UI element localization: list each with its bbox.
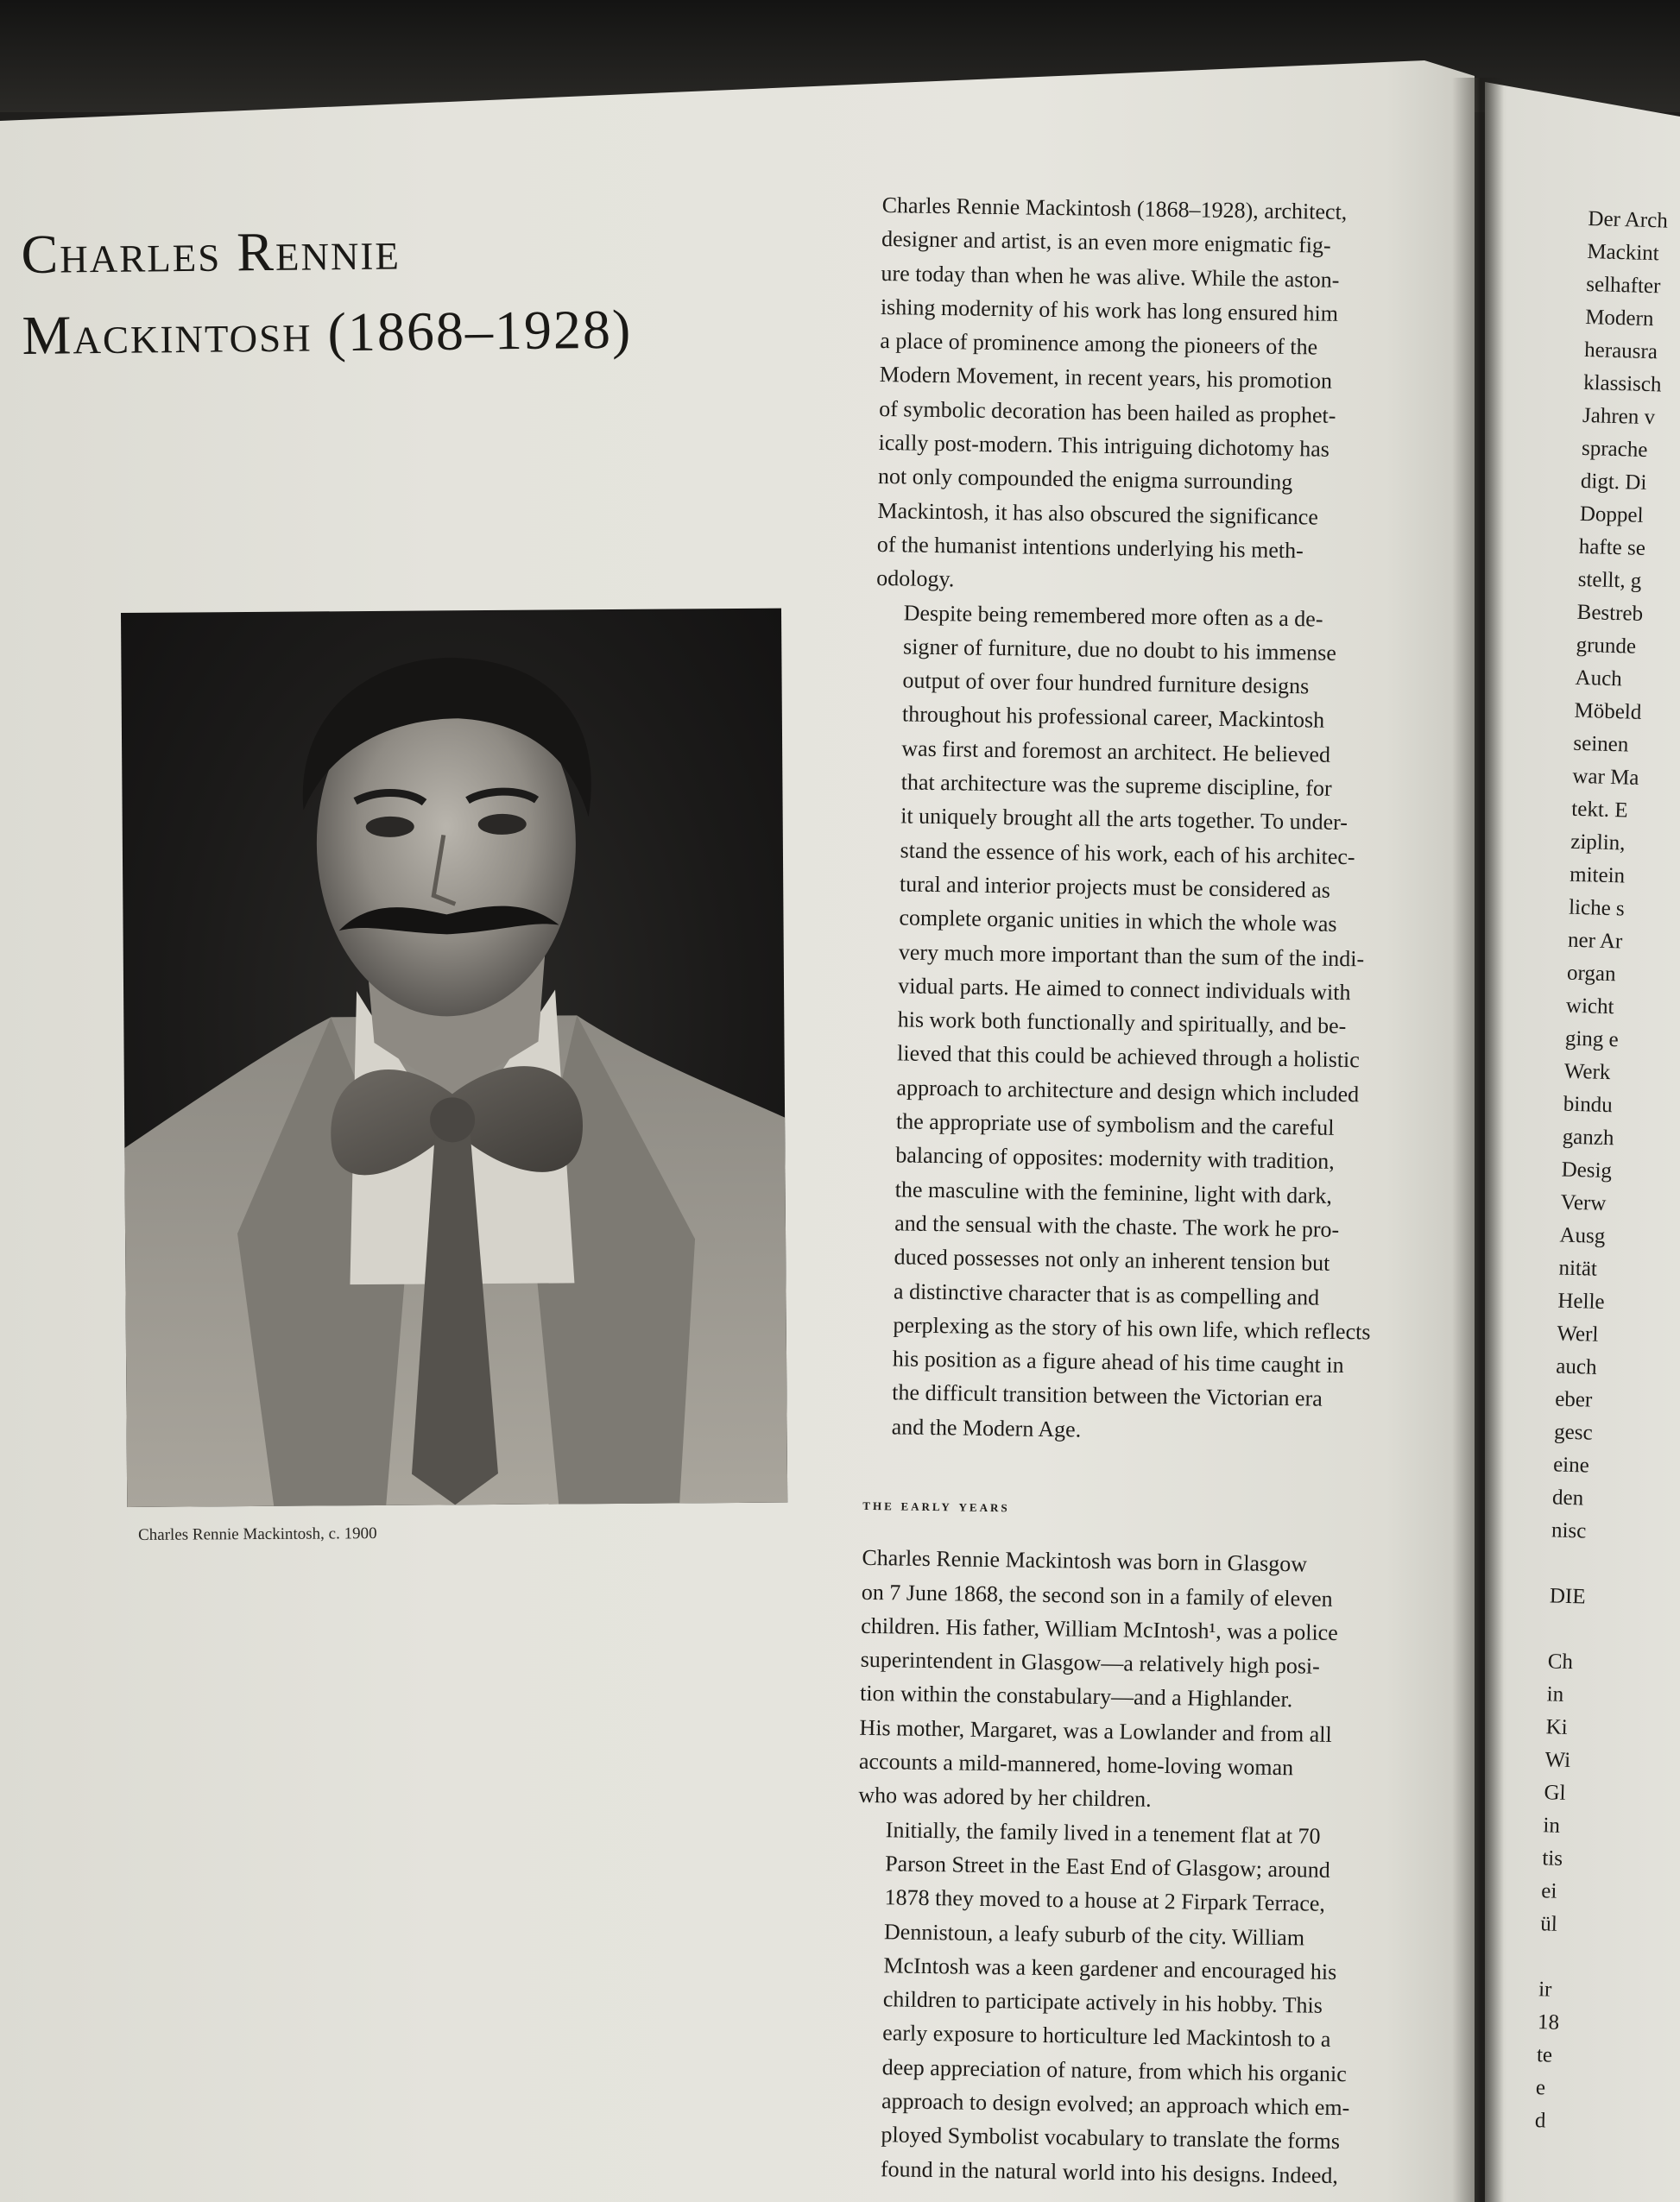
text-line: den xyxy=(1551,1486,1584,1511)
text-line: in xyxy=(1546,1682,1564,1707)
main-text-column xyxy=(853,188,1461,2194)
text-line: the difficult transition between the Victorian era xyxy=(892,1379,1323,1412)
text-line: tural and interior projects must be considered as xyxy=(899,871,1331,903)
text-line: ziplin, xyxy=(1569,830,1626,855)
book-gutter xyxy=(1452,78,1504,2202)
paragraph-architecture xyxy=(863,596,1455,1452)
text-line: liche s xyxy=(1568,895,1626,921)
text-line: Verw xyxy=(1560,1190,1607,1216)
text-line: Ki xyxy=(1545,1715,1569,1740)
text-line: tekt. E xyxy=(1571,797,1629,823)
text-line: approach to design evolved; an approach which em- xyxy=(881,2088,1350,2121)
text-line: tion within the constabulary—and a Highlander. xyxy=(859,1681,1293,1713)
text-line: Initially, the family lived in a tenement flat at 70 xyxy=(885,1816,1321,1849)
text-line: found in the natural world into his designs. Indeed, xyxy=(880,2155,1339,2188)
text-line: who was adored by her children. xyxy=(858,1782,1152,1813)
text-line: Werl xyxy=(1557,1322,1599,1347)
text-line: his work both functionally and spiritually, and be- xyxy=(897,1006,1347,1039)
text-line: Desig xyxy=(1561,1158,1613,1183)
text-line: lieved that this could be achieved through a holistic xyxy=(896,1040,1361,1073)
text-line: nität xyxy=(1558,1256,1598,1281)
paragraph-birth xyxy=(858,1541,1441,1820)
text-line: Der Arch xyxy=(1588,206,1669,233)
text-line: d xyxy=(1534,2109,1546,2133)
text-line: Parson Street in the East End of Glasgow; around xyxy=(884,1851,1330,1883)
text-line: Dennistoun, a leafy suburb of the city. William xyxy=(883,1918,1305,1951)
title-line-2: Mackintosh (1868–1928) xyxy=(22,298,633,366)
text-line: sprache xyxy=(1581,436,1648,463)
text-line: Charles Rennie Mackintosh was born in Glasgow xyxy=(862,1545,1308,1577)
text-line: ishing modernity of his work has long ensured him xyxy=(880,293,1339,326)
text-line: it uniquely brought all the arts together. To under- xyxy=(900,803,1348,836)
text-line: stand the essence of his work, each of his architec- xyxy=(900,837,1355,869)
text-line: odology. xyxy=(876,565,955,592)
text-line: Helle xyxy=(1557,1289,1605,1315)
paragraph-family-home xyxy=(853,1812,1437,2193)
text-line: perplexing as the story of his own life, which reflects xyxy=(893,1312,1371,1345)
text-line: McIntosh was a keen gardener and encouraged his xyxy=(883,1953,1337,1984)
text-line: eber xyxy=(1554,1387,1593,1412)
text-line: ging e xyxy=(1564,1026,1620,1052)
text-line: superintendent in Glasgow—a relatively high posi- xyxy=(860,1646,1321,1679)
text-line: ployed Symbolist vocabulary to translate the forms xyxy=(881,2122,1341,2155)
text-line: output of over four hundred furniture designs xyxy=(902,667,1310,699)
paragraph-intro xyxy=(876,188,1461,603)
text-line: duced possesses not only an inherent tension but xyxy=(894,1244,1330,1277)
text-line: te xyxy=(1536,2043,1553,2067)
text-line: and the sensual with the chaste. The work he pro- xyxy=(894,1210,1340,1242)
text-line: throughout his professional career, Mackintosh xyxy=(901,701,1325,734)
text-line: Ausg xyxy=(1559,1223,1606,1249)
text-line: Werk xyxy=(1563,1059,1611,1085)
text-line: ganzh xyxy=(1562,1125,1614,1151)
text-line: hafte se xyxy=(1578,534,1646,560)
text-line: Charles Rennie Mackintosh (1868–1928), architect, xyxy=(881,192,1348,224)
text-line: a place of prominence among the pioneers of the xyxy=(880,328,1318,360)
text-line xyxy=(1550,1547,1645,1582)
text-line: gesc xyxy=(1553,1420,1594,1445)
text-line: designer and artist, is an even more enigmatic fig- xyxy=(881,226,1331,259)
text-line: children. His father, William McIntosh¹, was a police xyxy=(861,1612,1338,1645)
text-line: the appropriate use of symbolism and the careful xyxy=(895,1108,1335,1140)
text-line: ei xyxy=(1540,1879,1557,1903)
text-line: Ch xyxy=(1547,1650,1574,1675)
text-line: stellt, g xyxy=(1577,567,1642,593)
text-line: digt. Di xyxy=(1580,469,1647,495)
text-line: 1878 they moved to a house at 2 Firpark Terrace, xyxy=(884,1884,1326,1917)
text-line: Bestreb xyxy=(1576,600,1644,626)
text-line xyxy=(1539,1940,1635,1976)
title-line-1: Charles Rennie xyxy=(21,219,401,285)
text-line: herausra xyxy=(1583,338,1658,364)
text-line: Modern Movement, in recent years, his promotion xyxy=(879,362,1333,394)
text-line: DIE xyxy=(1549,1584,1586,1609)
text-line: his position as a figure ahead of his time caught in xyxy=(892,1346,1344,1379)
text-line: auch xyxy=(1555,1354,1597,1379)
text-line: Modern xyxy=(1584,305,1654,331)
text-line: mitein xyxy=(1569,862,1626,888)
text-line: Auch xyxy=(1575,666,1623,691)
text-line: e xyxy=(1535,2076,1546,2100)
text-line: nisc xyxy=(1551,1518,1587,1543)
text-line: in xyxy=(1543,1814,1561,1838)
text-line: early exposure to horticulture led Mackintosh to a xyxy=(882,2020,1331,2053)
portrait-illustration xyxy=(121,609,787,1507)
text-line: complete organic unities in which the whole was xyxy=(899,905,1337,937)
text-line: ül xyxy=(1539,1912,1558,1936)
text-line: selhafter xyxy=(1585,272,1661,299)
text-line: war Ma xyxy=(1572,764,1639,790)
text-line: was first and foremost an architect. He believed xyxy=(901,735,1331,767)
text-line: bindu xyxy=(1563,1092,1614,1118)
text-line: Mackint xyxy=(1587,239,1660,266)
text-line: Wi xyxy=(1544,1748,1571,1773)
text-line: approach to architecture and design which included xyxy=(896,1075,1360,1107)
text-line: Möbeld xyxy=(1574,698,1642,724)
text-line: that architecture was the supreme discipline, for xyxy=(900,769,1332,801)
text-line: not only compounded the enigma surrounding xyxy=(877,464,1293,495)
text-line: 18 xyxy=(1537,2010,1560,2035)
page-title xyxy=(21,205,834,376)
text-line: signer of furniture, due no doubt to his immense xyxy=(902,634,1337,666)
text-line: klassisch xyxy=(1582,370,1662,397)
section-heading-early-years: the early years xyxy=(862,1495,1010,1517)
text-line: grunde xyxy=(1576,633,1637,659)
text-line: and the Modern Age. xyxy=(891,1414,1082,1442)
text-line: wicht xyxy=(1565,994,1614,1019)
text-line: Mackintosh, it has also obscured the significance xyxy=(877,497,1319,530)
text-line: Gl xyxy=(1544,1781,1566,1805)
text-line: children to participate actively in his hobby. This xyxy=(882,1986,1323,2018)
text-line: vidual parts. He aimed to connect individuals with xyxy=(898,973,1351,1005)
text-line: tis xyxy=(1542,1846,1563,1871)
text-line xyxy=(1548,1612,1644,1648)
text-line: eine xyxy=(1552,1453,1590,1478)
text-line: Jahren v xyxy=(1582,403,1656,430)
text-line: ner Ar xyxy=(1567,928,1623,954)
text-line: accounts a mild-mannered, home-loving woman xyxy=(858,1748,1294,1781)
text-line: ically post-modern. This intriguing dichotomy has xyxy=(878,430,1330,462)
text-line: Despite being remembered more often as a de- xyxy=(903,599,1323,632)
text-line: seinen xyxy=(1573,731,1629,757)
text-line: very much more important than the sum of the indi- xyxy=(898,938,1365,971)
text-line: the masculine with the feminine, light with dark, xyxy=(894,1176,1333,1208)
text-line: balancing of opposites: modernity with tradition, xyxy=(895,1142,1335,1175)
text-line: a distinctive character that is as compelling and xyxy=(893,1278,1320,1310)
text-line: on 7 June 1868, the second son in a family of eleven xyxy=(861,1579,1333,1612)
portrait-photo xyxy=(121,609,787,1507)
text-line: organ xyxy=(1566,961,1616,987)
text-line: ir xyxy=(1538,1978,1552,2002)
text-line: Doppel xyxy=(1579,502,1644,527)
text-line: of symbolic decoration has been hailed as prophet- xyxy=(878,395,1336,428)
text-line: of the humanist intentions underlying his meth- xyxy=(876,531,1304,564)
text-line: ure today than when he was alive. While the aston- xyxy=(881,260,1340,293)
text-line: deep appreciation of nature, from which his organic xyxy=(881,2054,1347,2086)
photo-caption: Charles Rennie Mackintosh, c. 1900 xyxy=(138,1524,377,1544)
text-line: His mother, Margaret, was a Lowlander and from all xyxy=(859,1714,1332,1747)
